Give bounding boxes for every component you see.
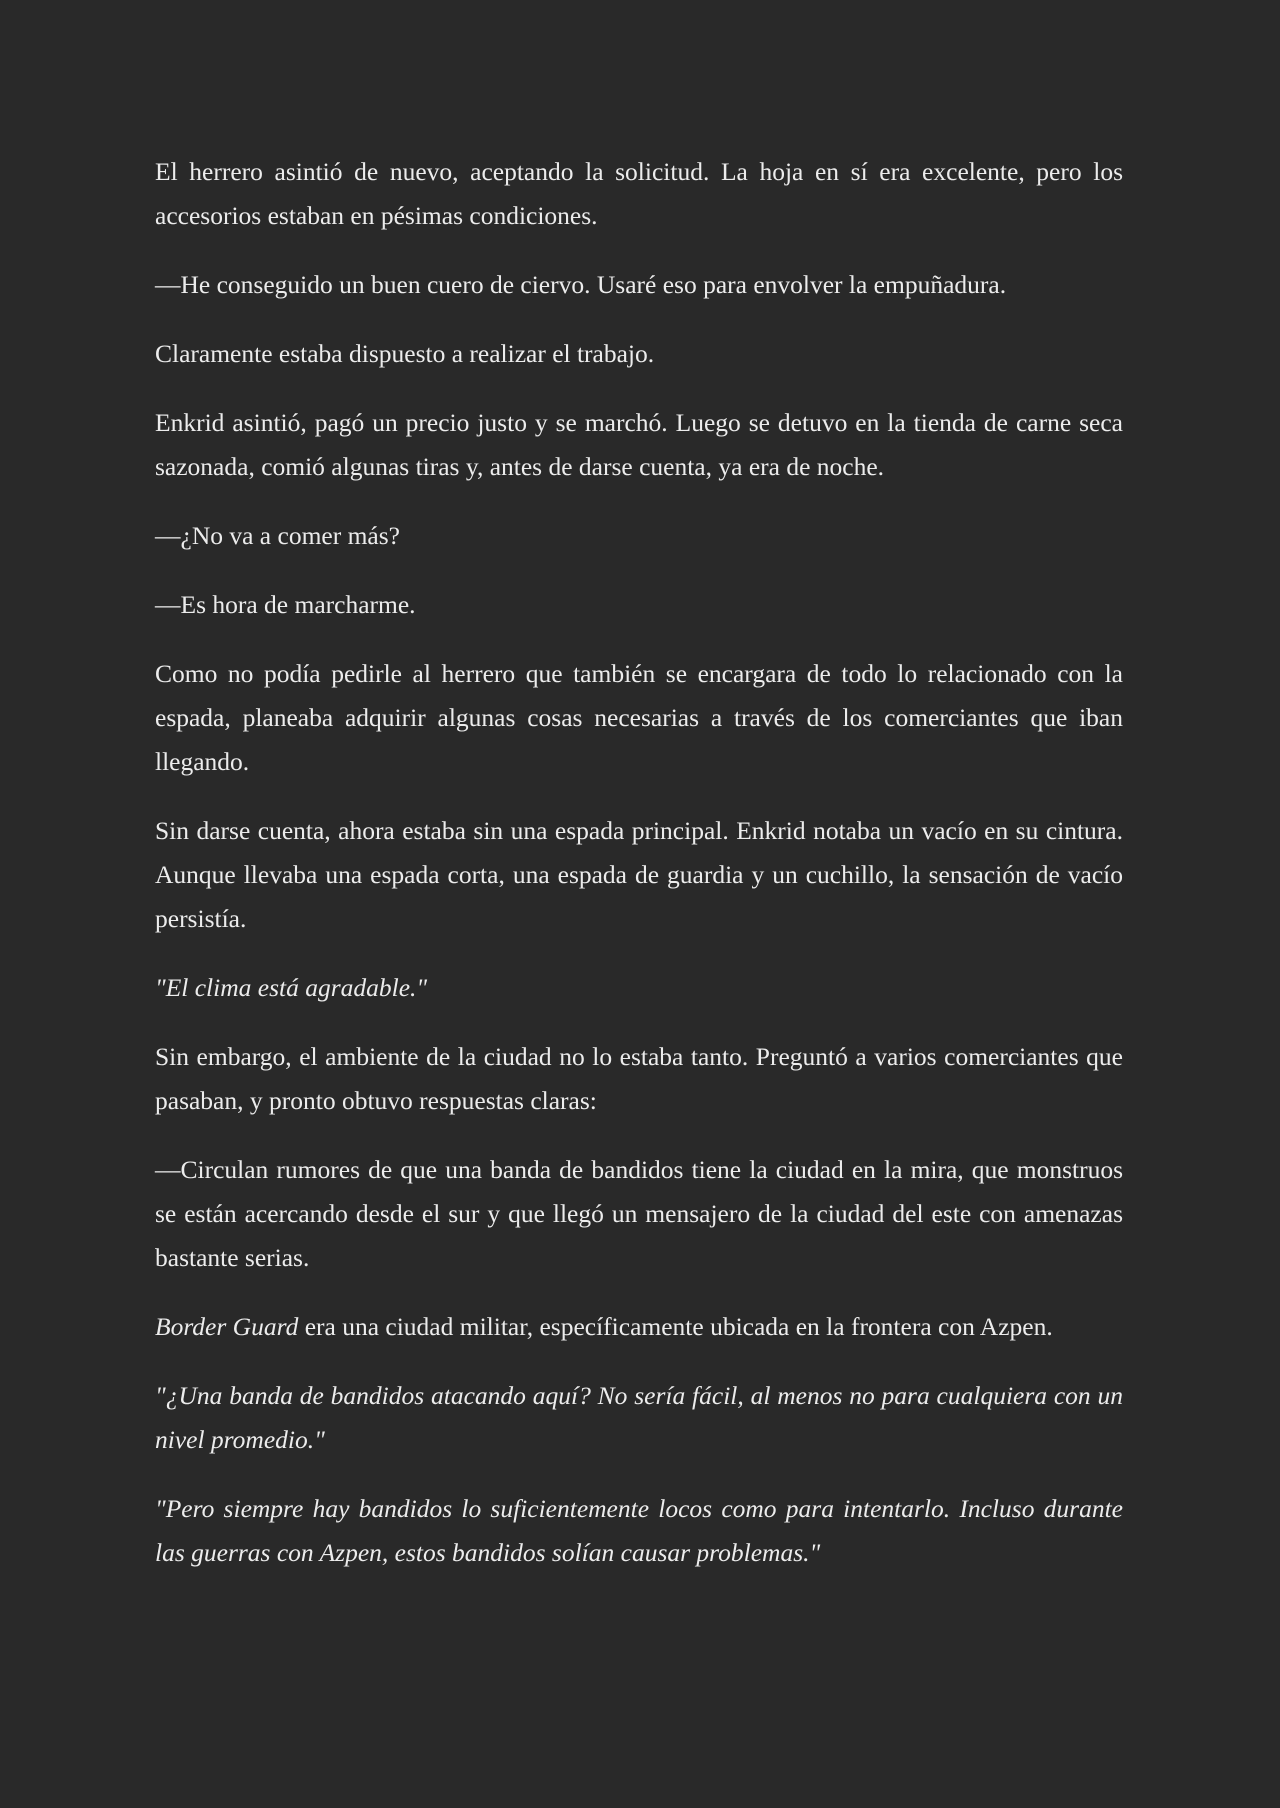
- paragraph: Como no podía pedirle al herrero que también se encargara de todo lo relacionado con la espada, planeaba adquirir algunas cosas necesarias a través de los comerciantes que iban llegando.: [155, 659, 1123, 776]
- dialogue-line: —Circulan rumores de que una banda de bandidos tiene la ciudad en la mira, que monstruos se están acercando desde el sur y que llegó un mensajero de la ciudad del este con amenazas bastante serias.: [155, 1155, 1123, 1272]
- thought-line: "El clima está agradable.": [155, 973, 428, 1002]
- paragraph: Enkrid asintió, pagó un precio justo y se marchó. Luego se detuvo en la tienda de carne seca sazonada, comió algunas tiras y, antes de darse cuenta, ya era de noche.: [155, 408, 1123, 481]
- dialogue-line: —¿No va a comer más?: [155, 521, 400, 550]
- paragraph: Sin embargo, el ambiente de la ciudad no lo estaba tanto. Preguntó a varios comerciantes que pasaban, y pronto obtuvo respuestas claras:: [155, 1042, 1123, 1115]
- paragraph: El herrero asintió de nuevo, aceptando la solicitud. La hoja en sí era excelente, pero los accesorios estaban en pésimas condiciones.: [155, 157, 1123, 230]
- city-name-emphasis: Border Guard: [155, 1312, 299, 1341]
- thought-line: "Pero siempre hay bandidos lo suficientemente locos como para intentarlo. Incluso durante las guerras con Azpen, estos bandidos solían causar problemas.": [155, 1494, 1123, 1567]
- paragraph-text: era una ciudad militar, específicamente ubicada en la frontera con Azpen.: [298, 1312, 1053, 1341]
- dialogue-line: —He conseguido un buen cuero de ciervo. Usaré eso para envolver la empuñadura.: [155, 270, 1007, 299]
- paragraph: Claramente estaba dispuesto a realizar el trabajo.: [155, 339, 655, 368]
- paragraph: [155, 1305, 1123, 1349]
- paragraph: Sin darse cuenta, ahora estaba sin una espada principal. Enkrid notaba un vacío en su cintura. Aunque llevaba una espada corta, una espada de guardia y un cuchillo, la sensación de vacío persistía.: [155, 816, 1123, 933]
- chapter-text: [155, 150, 1123, 1600]
- dialogue-line: —Es hora de marcharme.: [155, 590, 416, 619]
- thought-line: "¿Una banda de bandidos atacando aquí? No sería fácil, al menos no para cualquiera con un nivel promedio.": [155, 1381, 1123, 1454]
